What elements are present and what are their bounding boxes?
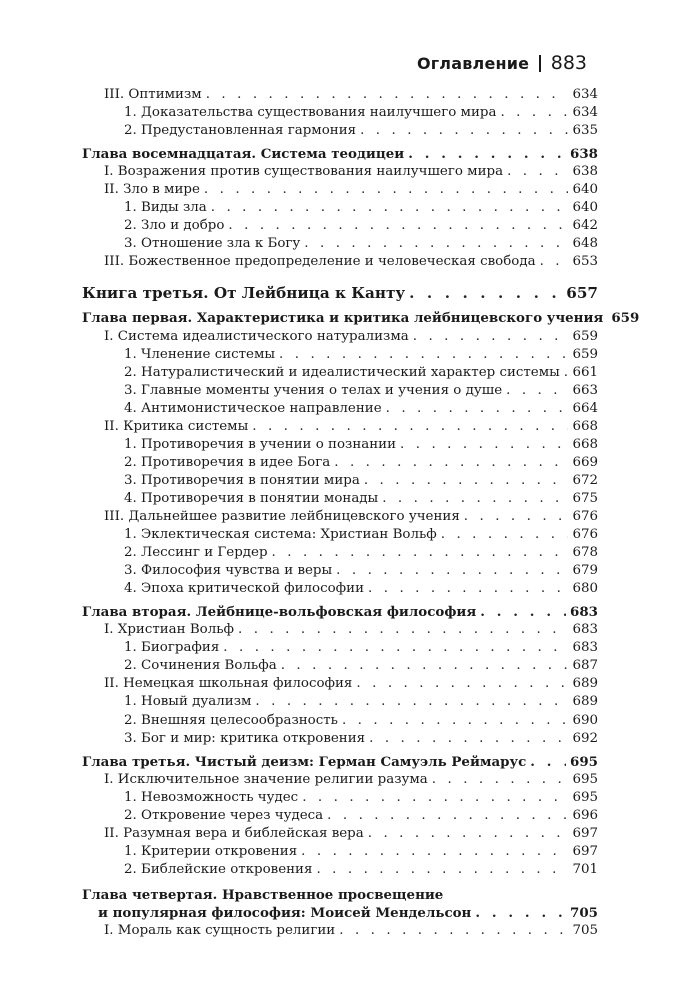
- toc-entry-label: 2. Внешняя целесообразность: [124, 712, 338, 728]
- toc-entry-label: 1. Невозможность чудес: [124, 789, 299, 805]
- toc-entry-page: 668: [572, 418, 598, 434]
- toc-entry[interactable]: [82, 217, 598, 235]
- toc-entry-page: 695: [570, 753, 598, 770]
- dot-leader: [301, 843, 568, 861]
- toc-chapter-entry[interactable]: [82, 603, 598, 621]
- toc-entry-label: Глава первая. Характеристика и критика лейбницевского учения: [82, 310, 604, 327]
- toc-entry-label: II. Немецкая школьная философия: [104, 676, 353, 692]
- toc-entry-label: 4. Эпоха критической философии: [124, 581, 365, 597]
- toc-entry[interactable]: [82, 508, 598, 526]
- toc-entry-label: 1. Биография: [124, 640, 220, 656]
- toc-entry[interactable]: [82, 807, 598, 825]
- toc-entry-page: 689: [572, 694, 598, 710]
- dot-leader: [564, 364, 569, 382]
- running-header-title: Оглавление: [416, 53, 530, 73]
- dot-leader: [382, 490, 568, 508]
- dot-leader: [368, 580, 568, 598]
- toc-entry-label: 2. Откровение через чудеса: [124, 807, 324, 823]
- dot-leader: [506, 382, 568, 400]
- toc-entry[interactable]: [82, 562, 598, 580]
- toc-entry[interactable]: [82, 86, 598, 104]
- toc-entry-page: 695: [572, 789, 598, 805]
- toc-entry-label: 1. Виды зла: [124, 200, 207, 216]
- toc-entry-label: и популярная философия: Моисей Мендельсон: [98, 904, 472, 921]
- toc-entry[interactable]: [82, 580, 598, 598]
- toc-entry-page: 683: [570, 604, 598, 621]
- toc-entry-label: I. Христиан Вольф: [104, 622, 235, 638]
- toc-entry-page: 690: [572, 712, 598, 728]
- toc-entry-label: II. Разумная вера и библейская вера: [104, 825, 364, 841]
- dot-leader: [364, 472, 569, 490]
- toc-entry-page: 659: [572, 346, 598, 362]
- toc-entry-label: 3. Противоречия в понятии мира: [124, 472, 360, 488]
- dot-leader: [530, 753, 566, 771]
- dot-leader: [339, 922, 568, 940]
- dot-leader: [327, 807, 568, 825]
- toc-entry-label: 2. Библейские откровения: [124, 861, 313, 877]
- toc-entry-label: 1. Критерии откровения: [124, 843, 298, 859]
- toc-entry-page: 640: [572, 200, 598, 216]
- dot-leader: [272, 544, 569, 562]
- toc-entry-page: 692: [572, 730, 598, 746]
- dot-leader: [238, 621, 568, 639]
- dot-leader: [480, 603, 566, 621]
- toc-entry[interactable]: [82, 621, 598, 639]
- toc-entry[interactable]: [82, 253, 598, 271]
- toc-entry[interactable]: [82, 657, 598, 675]
- toc-entry-page: 663: [572, 382, 598, 398]
- dot-leader: [368, 825, 569, 843]
- dot-leader: [475, 904, 566, 922]
- toc-entry-label: 1. Противоречия в учении о познании: [124, 436, 397, 452]
- dot-leader: [279, 346, 568, 364]
- toc-entry[interactable]: [82, 122, 598, 140]
- toc-chapter-entry[interactable]: [82, 309, 640, 327]
- toc-entry-label: 2. Зло и добро: [124, 218, 225, 234]
- toc-entry-label: Книга третья. От Лейбница к Канту: [82, 284, 406, 303]
- dot-leader: [360, 122, 568, 140]
- toc-entry-label: 1. Членение системы: [124, 346, 276, 362]
- dot-leader: [211, 199, 569, 217]
- toc-entry-page: 664: [572, 400, 598, 416]
- toc-entry-label: 3. Главные моменты учения о телах и учения о душе: [124, 382, 503, 398]
- dot-leader: [507, 163, 568, 181]
- toc-entry[interactable]: [82, 163, 598, 181]
- running-header: [417, 52, 587, 74]
- dot-leader: [500, 104, 568, 122]
- toc-entry-label: III. Божественное предопределение и человеческая свобода: [104, 254, 536, 270]
- toc-entry-label: 1. Доказательства существования наилучшего мира: [124, 105, 497, 121]
- dot-leader: [206, 86, 569, 104]
- toc-entry-label: Глава третья. Чистый деизм: Герман Самуэль Реймарус: [82, 753, 527, 770]
- toc-entry[interactable]: [82, 825, 598, 843]
- toc-entry-page: 668: [572, 436, 598, 452]
- toc-entry[interactable]: [82, 639, 598, 657]
- toc-entry-page: 657: [566, 284, 598, 303]
- toc-entry-page: 680: [572, 581, 598, 597]
- dot-leader: [432, 771, 569, 789]
- toc-entry-label: I. Исключительное значение религии разума: [104, 771, 428, 787]
- page-number: 883: [550, 52, 587, 74]
- toc-entry[interactable]: [82, 693, 598, 711]
- toc-entry[interactable]: [82, 730, 598, 748]
- toc-entry[interactable]: [82, 771, 598, 789]
- dot-leader: [400, 436, 568, 454]
- toc-entry[interactable]: [82, 922, 598, 940]
- toc-entry-page: 653: [572, 254, 598, 270]
- dot-leader: [409, 282, 562, 304]
- header-divider: [539, 55, 541, 72]
- dot-leader: [302, 789, 568, 807]
- dot-leader: [464, 508, 569, 526]
- toc-chapter-entry[interactable]: [82, 145, 598, 163]
- toc-entry-page: 638: [570, 146, 598, 163]
- dot-leader: [228, 217, 568, 235]
- dot-leader: [369, 730, 568, 748]
- toc-entry[interactable]: [82, 544, 598, 562]
- toc-entry-label: 1. Эклектическая система: Христиан Вольф: [124, 527, 437, 543]
- toc-entry[interactable]: [82, 181, 598, 199]
- dot-leader: [386, 400, 569, 418]
- toc-entry-label: Глава вторая. Лейбнице-вольфовская философия: [82, 604, 477, 621]
- dot-leader: [540, 253, 569, 271]
- dot-leader: [255, 693, 568, 711]
- toc-entry-page: 676: [572, 527, 598, 543]
- dot-leader: [356, 675, 568, 693]
- toc-entry-label: 3. Бог и мир: критика откровения: [124, 730, 366, 746]
- toc-entry-page: 679: [572, 563, 598, 579]
- toc-entry-page: 696: [572, 807, 598, 823]
- toc-entry-page: 634: [572, 87, 598, 102]
- toc-entry-label: 2. Противоречия в идее Бога: [124, 454, 331, 470]
- toc-entry-label: III. Оптимизм: [104, 87, 202, 102]
- toc-entry[interactable]: [82, 104, 598, 122]
- toc-entry[interactable]: [82, 400, 598, 418]
- toc-entry-page: 640: [572, 182, 598, 198]
- toc-entry-label: II. Зло в мире: [104, 182, 200, 198]
- dot-leader: [342, 712, 568, 730]
- toc-entry-label: 2. Сочинения Вольфа: [124, 658, 277, 674]
- toc-entry[interactable]: [82, 490, 598, 508]
- toc-entry-page: 695: [572, 771, 598, 787]
- toc-entry-page: 683: [572, 640, 598, 656]
- toc-entry-page: 661: [572, 364, 598, 380]
- toc-entry[interactable]: [82, 472, 598, 490]
- dot-leader: [334, 454, 568, 472]
- toc-entry-page: 683: [572, 622, 598, 638]
- toc-entry-label: Глава восемнадцатая. Система теодицеи: [82, 146, 405, 163]
- dot-leader: [336, 562, 568, 580]
- toc-chapter-entry[interactable]: [82, 753, 598, 771]
- toc-entry-page: 675: [572, 490, 598, 506]
- dot-leader: [408, 145, 566, 163]
- toc-entry-page: 634: [572, 105, 598, 121]
- toc-chapter-title-line: Глава четвертая. Нравственное просвещение: [82, 886, 444, 903]
- toc-entry-page: 697: [572, 843, 598, 859]
- toc-entry-page: 659: [572, 328, 598, 344]
- toc-entry-label: II. Критика системы: [104, 418, 249, 434]
- toc-entry-page: 676: [572, 508, 598, 524]
- toc-entry[interactable]: [82, 712, 598, 730]
- dot-leader: [304, 235, 568, 253]
- toc-entry-label: 4. Антимонистическое направление: [124, 400, 382, 416]
- dot-leader: [281, 657, 569, 675]
- toc-entry-page: 687: [572, 658, 598, 674]
- toc-entry-label: 3. Отношение зла к Богу: [124, 236, 301, 252]
- toc-entry-page: 659: [611, 310, 640, 327]
- dot-leader: [252, 418, 568, 436]
- toc-entry-page: 648: [572, 236, 598, 252]
- toc-entry[interactable]: [82, 235, 598, 253]
- toc-entry-label: 2. Предустановленная гармония: [124, 123, 357, 139]
- toc-entry[interactable]: [82, 328, 598, 346]
- toc-entry-label: 3. Философия чувства и веры: [124, 563, 333, 579]
- toc-entry[interactable]: [82, 199, 598, 217]
- toc-entry-label: I. Возражения против существования наилучшего мира: [104, 164, 504, 180]
- toc-entry[interactable]: [82, 364, 598, 382]
- dot-leader: [413, 328, 569, 346]
- toc-entry-label: I. Мораль как сущность религии: [104, 923, 336, 939]
- toc-entry-label: 2. Натуралистический и идеалистический характер системы: [124, 364, 560, 380]
- toc-entry-label: 2. Лессинг и Гердер: [124, 545, 268, 561]
- toc-entry[interactable]: [82, 789, 598, 807]
- dot-leader: [204, 181, 569, 199]
- toc-entry-page: 697: [572, 825, 598, 841]
- toc-entry[interactable]: [82, 454, 598, 472]
- toc-entry-label: 1. Новый дуализм: [124, 694, 252, 710]
- toc-entry[interactable]: [82, 382, 598, 400]
- toc-entry-page: 705: [572, 923, 598, 939]
- dot-leader: [223, 639, 568, 657]
- toc-entry-page: 678: [572, 545, 598, 561]
- toc-chapter-entry[interactable]: [82, 904, 598, 922]
- toc-entry-label: III. Дальнейшее развитие лейбницевского учения: [104, 508, 460, 524]
- toc-entry[interactable]: [82, 346, 598, 364]
- toc-entry[interactable]: [82, 675, 598, 693]
- toc-book-entry[interactable]: [82, 282, 598, 304]
- toc-entry[interactable]: [82, 861, 598, 879]
- toc-entry-page: 705: [570, 904, 598, 921]
- toc-entry[interactable]: [82, 843, 598, 861]
- toc-entry-page: 669: [572, 454, 598, 470]
- table-of-contents: [82, 86, 640, 940]
- toc-entry-page: 689: [572, 676, 598, 692]
- toc-entry-page: 635: [572, 123, 598, 139]
- toc-entry[interactable]: [82, 418, 598, 436]
- dot-leader: [441, 526, 569, 544]
- dot-leader: [316, 861, 568, 879]
- toc-entry-page: 642: [572, 218, 598, 234]
- toc-entry-page: 701: [572, 861, 598, 877]
- toc-entry-label: I. Система идеалистического натурализма: [104, 328, 409, 344]
- toc-entry-label: 4. Противоречия в понятии монады: [124, 490, 379, 506]
- toc-entry[interactable]: [82, 436, 598, 454]
- toc-entry[interactable]: [82, 526, 598, 544]
- toc-entry-page: 672: [572, 472, 598, 488]
- toc-entry-page: 638: [572, 164, 598, 180]
